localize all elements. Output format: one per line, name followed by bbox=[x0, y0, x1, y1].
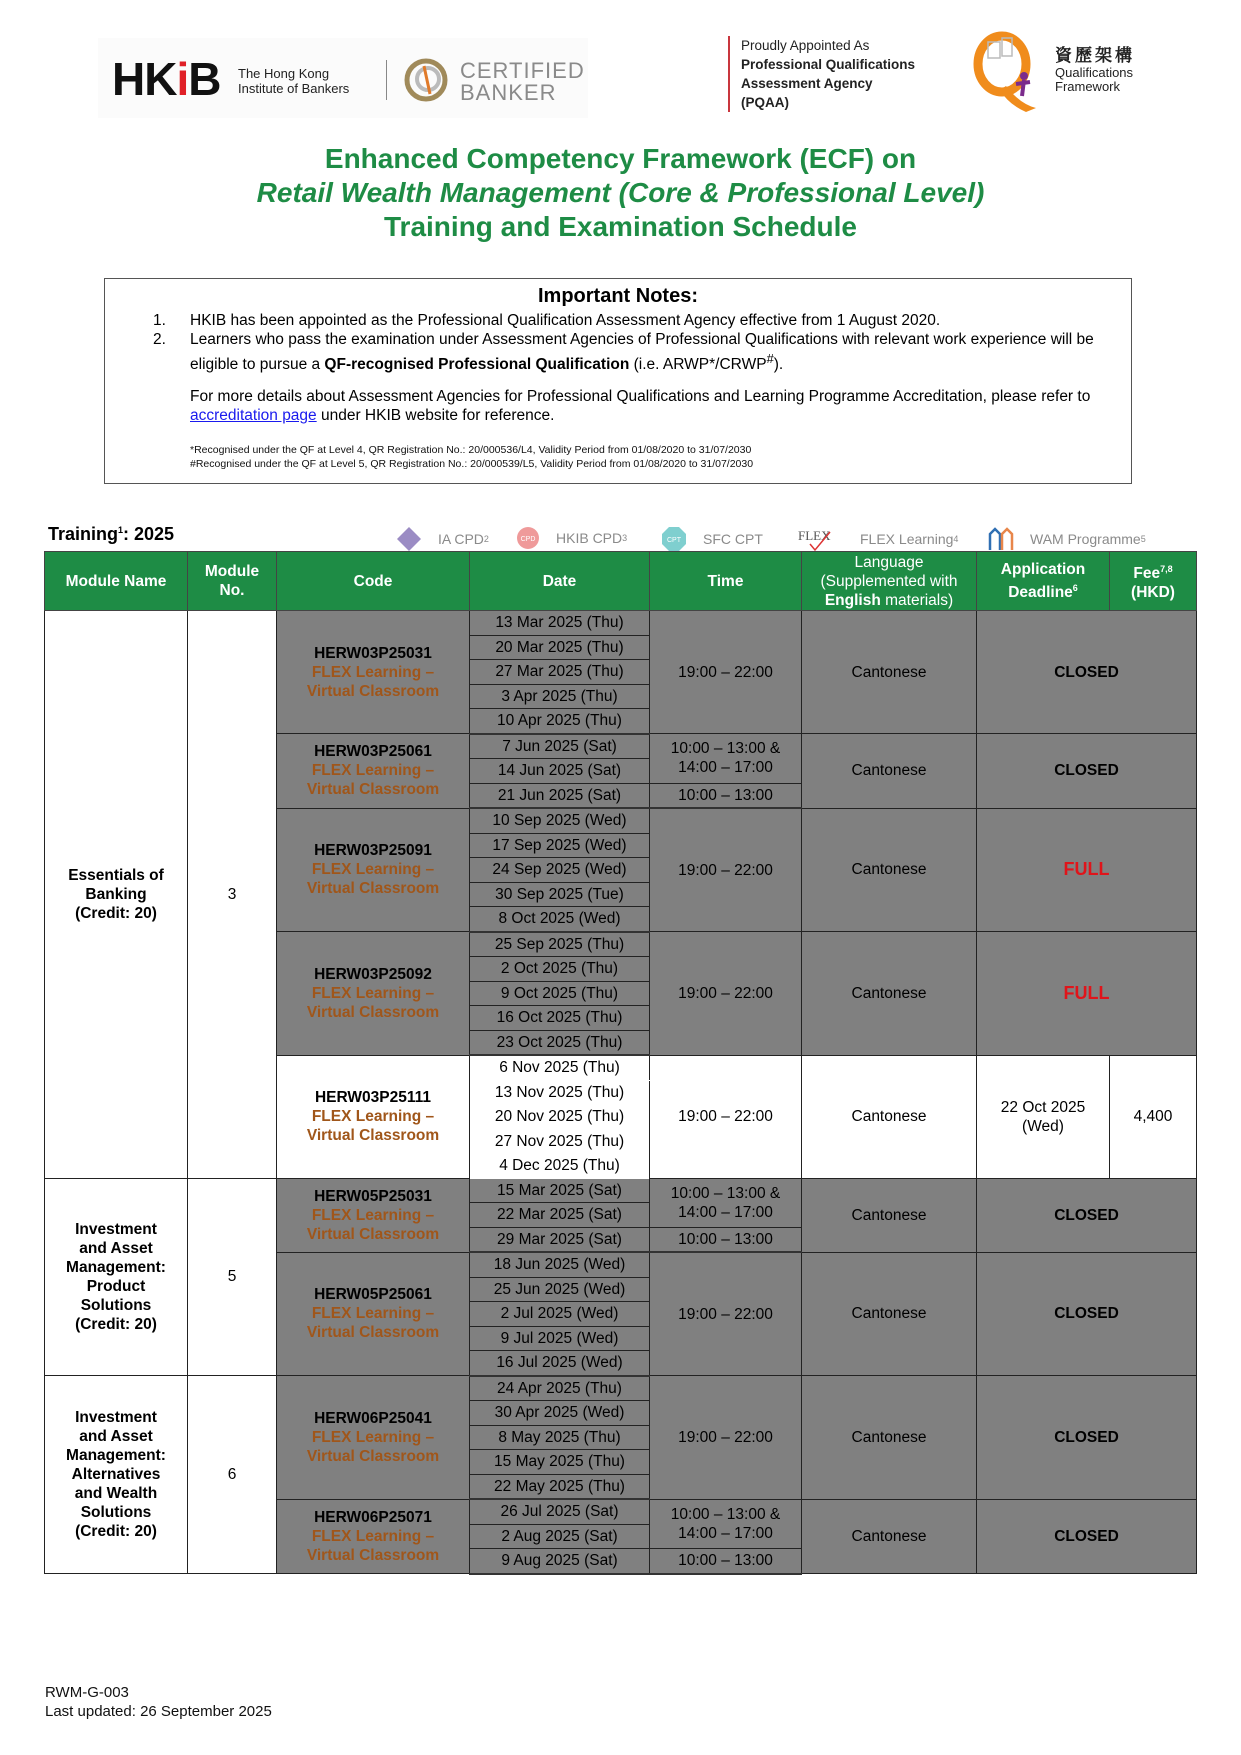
date-cell: 9 Aug 2025 (Sat) bbox=[470, 1549, 650, 1574]
time-cell: 19:00 – 22:00 bbox=[650, 808, 802, 932]
legend-ia-cpd bbox=[396, 526, 489, 552]
application-deadline-cell bbox=[977, 1055, 1110, 1178]
note-sup: # bbox=[766, 351, 774, 366]
legend-sup: 5 bbox=[1140, 534, 1146, 544]
module-name-line: Banking bbox=[85, 885, 147, 903]
flex-label-line: Virtual Classroom bbox=[306, 682, 440, 700]
flex-label-line: Virtual Classroom bbox=[306, 1225, 440, 1243]
date-cell: 9 Jul 2025 (Wed) bbox=[470, 1326, 650, 1351]
module-no-cell: 5 bbox=[188, 1178, 277, 1376]
date-cell: 10 Sep 2025 (Wed) bbox=[470, 808, 650, 833]
svg-text:FLEX: FLEX bbox=[798, 528, 831, 543]
time-cell: 19:00 – 22:00 bbox=[650, 611, 802, 734]
note-text-part: For more details about Assessment Agencies for Professional Qualifications and Learning Programme Accreditation, please refer to bbox=[190, 388, 1091, 405]
status-badge: CLOSED bbox=[977, 734, 1197, 809]
date-cell: 16 Oct 2025 (Thu) bbox=[470, 1006, 650, 1031]
module-name-line: Alternatives bbox=[71, 1466, 161, 1483]
legend-sup: 4 bbox=[953, 534, 959, 544]
header-sup: 7,8 bbox=[1160, 563, 1173, 574]
hkib-logo: HKiB bbox=[112, 53, 221, 105]
legend-label: IA CPD bbox=[438, 531, 484, 547]
date-cell: 22 May 2025 (Thu) bbox=[470, 1474, 650, 1499]
pqaa-line3: Assessment Agency bbox=[741, 76, 873, 91]
language-cell: Cantonese bbox=[802, 1055, 977, 1178]
class-code-cell bbox=[277, 1499, 470, 1574]
date-cell: 20 Nov 2025 (Thu) bbox=[470, 1105, 650, 1130]
language-cell: Cantonese bbox=[802, 1252, 977, 1376]
date-cell: 23 Oct 2025 (Thu) bbox=[470, 1030, 650, 1055]
pqaa-line1: Proudly Appointed As bbox=[741, 38, 870, 53]
time-cell: 10:00 – 13:00 bbox=[650, 1227, 802, 1252]
qf-line2: Framework bbox=[1055, 79, 1121, 94]
module-name-line: (Credit: 20) bbox=[75, 1315, 157, 1333]
flex-label-line: FLEX Learning – bbox=[311, 984, 435, 1002]
flex-label bbox=[281, 1206, 465, 1244]
time-cell: 10:00 – 13:00 & 14:00 – 17:00 bbox=[650, 1178, 802, 1227]
flex-label bbox=[281, 1304, 465, 1342]
header-text: Deadline bbox=[1008, 584, 1073, 602]
header-text: English bbox=[824, 591, 881, 609]
class-code-cell bbox=[277, 1252, 470, 1376]
flex-label-line: FLEX Learning – bbox=[311, 663, 435, 681]
header-text: (Supplemented with bbox=[820, 572, 958, 590]
module-name-cell bbox=[45, 1376, 188, 1574]
module-no-cell: 6 bbox=[188, 1376, 277, 1574]
training-heading bbox=[48, 524, 174, 545]
status-badge: CLOSED bbox=[977, 1178, 1197, 1252]
legend-wam-programme bbox=[988, 526, 1146, 552]
flex-label bbox=[281, 663, 465, 701]
class-code: HERW06P25041 bbox=[314, 1409, 432, 1427]
document-code: RWM-G-003 bbox=[45, 1684, 129, 1701]
class-code-cell bbox=[277, 611, 470, 734]
flex-label-line: FLEX Learning – bbox=[311, 861, 435, 879]
class-code: HERW03P25031 bbox=[314, 644, 432, 662]
date-cell: 3 Apr 2025 (Thu) bbox=[470, 684, 650, 709]
date-cell: 30 Apr 2025 (Wed) bbox=[470, 1401, 650, 1426]
certified-banker-text bbox=[460, 60, 585, 104]
date-cell: 10 Apr 2025 (Thu) bbox=[470, 709, 650, 734]
module-name-line: Investment bbox=[75, 1409, 157, 1426]
flex-label-line: Virtual Classroom bbox=[306, 880, 440, 898]
fee-cell: 4,400 bbox=[1110, 1055, 1197, 1178]
module-name-line: and Wealth bbox=[74, 1485, 158, 1502]
flex-label bbox=[281, 761, 465, 799]
svg-text:CPT: CPT bbox=[667, 537, 681, 544]
certified-text: CERTIFIED bbox=[460, 58, 585, 83]
class-code: HERW03P25091 bbox=[314, 842, 432, 860]
sfc-cpt-icon bbox=[661, 526, 687, 552]
flex-label-line: Virtual Classroom bbox=[306, 1127, 440, 1144]
date-cell: 6 Nov 2025 (Thu) bbox=[470, 1055, 650, 1080]
header-date: Date bbox=[470, 552, 650, 611]
module-name-line: Solutions bbox=[80, 1296, 152, 1314]
footnote-arwp: *Recognised under the QF at Level 4, QR Registration No.: 20/000536/L4, Validity Period from 01/08/2020 to 31/07/2030 bbox=[190, 444, 752, 456]
header-sup: 6 bbox=[1072, 582, 1078, 593]
header-fee bbox=[1110, 552, 1197, 611]
banker-text: BANKER bbox=[460, 80, 557, 105]
last-updated: Last updated: 26 September 2025 bbox=[45, 1703, 272, 1720]
qf-recognised-label: QF-recognised Professional Qualification bbox=[324, 356, 630, 374]
flex-label bbox=[281, 1428, 465, 1466]
time-cell: 10:00 – 13:00 bbox=[650, 783, 802, 808]
note-text bbox=[190, 387, 1130, 425]
qualifications-framework-logo-icon bbox=[968, 28, 1040, 112]
module-name-line: Management: bbox=[66, 1258, 166, 1276]
module-name-line: (Credit: 20) bbox=[75, 904, 157, 922]
header-time: Time bbox=[650, 552, 802, 611]
ia-cpd-icon bbox=[396, 526, 422, 552]
status-badge: FULL bbox=[977, 932, 1197, 1056]
flex-label-line: FLEX Learning – bbox=[311, 1108, 435, 1125]
time-cell: 19:00 – 22:00 bbox=[650, 1252, 802, 1376]
qf-chinese-name: 資歷架構 bbox=[1055, 46, 1135, 65]
class-code: HERW03P25092 bbox=[314, 965, 432, 983]
page-title bbox=[0, 142, 1241, 244]
class-code-cell bbox=[277, 1178, 470, 1252]
header-text: No. bbox=[219, 582, 245, 599]
table-row bbox=[45, 1376, 1197, 1401]
important-notes-box bbox=[104, 278, 1132, 484]
training-label: Training bbox=[48, 524, 119, 544]
flex-learning-icon bbox=[796, 526, 844, 552]
module-no-cell: 3 bbox=[188, 611, 277, 1179]
date-cell: 27 Mar 2025 (Thu) bbox=[470, 660, 650, 685]
time-cell: 19:00 – 22:00 bbox=[650, 1055, 802, 1178]
language-cell: Cantonese bbox=[802, 1499, 977, 1574]
flex-label-line: FLEX Learning – bbox=[311, 762, 435, 780]
date-cell: 17 Sep 2025 (Wed) bbox=[470, 833, 650, 858]
header-application-deadline bbox=[977, 552, 1110, 611]
header-text: (HKD) bbox=[1131, 584, 1175, 602]
status-badge: CLOSED bbox=[977, 1376, 1197, 1500]
class-code-cell bbox=[277, 734, 470, 809]
class-code: HERW03P25061 bbox=[314, 743, 432, 761]
date-cell: 8 May 2025 (Thu) bbox=[470, 1425, 650, 1450]
date-cell: 26 Jul 2025 (Sat) bbox=[470, 1499, 650, 1524]
training-sup: 1 bbox=[118, 525, 124, 535]
date-cell: 20 Mar 2025 (Thu) bbox=[470, 635, 650, 660]
date-cell: 9 Oct 2025 (Thu) bbox=[470, 981, 650, 1006]
module-name-line: (Credit: 20) bbox=[75, 1523, 157, 1540]
date-cell: 18 Jun 2025 (Wed) bbox=[470, 1252, 650, 1277]
flex-label bbox=[281, 1527, 465, 1565]
module-name-cell bbox=[45, 1178, 188, 1376]
flex-label-line: Virtual Classroom bbox=[306, 1324, 440, 1342]
status-badge: FULL bbox=[977, 808, 1197, 932]
pqaa-line2: Professional Qualifications bbox=[741, 57, 916, 72]
date-cell: 14 Jun 2025 (Sat) bbox=[470, 759, 650, 784]
class-code: HERW05P25061 bbox=[314, 1286, 432, 1304]
hkib-certified-banker-logo bbox=[98, 38, 588, 118]
date-cell: 13 Nov 2025 (Thu) bbox=[470, 1080, 650, 1105]
flex-label-line: Virtual Classroom bbox=[306, 781, 440, 799]
note-number: 2. bbox=[153, 331, 166, 348]
training-year: : 2025 bbox=[123, 524, 175, 544]
legend-label: SFC CPT bbox=[703, 531, 763, 547]
legend-flex-learning bbox=[796, 526, 958, 552]
status-badge: CLOSED bbox=[977, 1252, 1197, 1376]
date-cell: 27 Nov 2025 (Thu) bbox=[470, 1129, 650, 1154]
hkib-subtitle bbox=[238, 66, 349, 96]
date-cell: 13 Mar 2025 (Thu) bbox=[470, 611, 650, 636]
accreditation-page-link[interactable]: accreditation page bbox=[190, 407, 317, 424]
legend-sup: 2 bbox=[483, 534, 489, 544]
note-text-part: Learners who pass the examination under Assessment Agencies of Professional Qualifications with relevant work experience will be eligible to pursue a bbox=[190, 331, 1094, 374]
schedule-table bbox=[44, 551, 1197, 1575]
language-cell: Cantonese bbox=[802, 611, 977, 734]
language-cell: Cantonese bbox=[802, 1376, 977, 1500]
time-cell: 10:00 – 13:00 & 14:00 – 17:00 bbox=[650, 1499, 802, 1549]
qf-text bbox=[1055, 46, 1135, 94]
header-text: Application bbox=[1000, 560, 1086, 578]
svg-text:CPD: CPD bbox=[520, 536, 536, 543]
flex-label-line: FLEX Learning – bbox=[311, 1206, 435, 1224]
qf-line1: Qualifications bbox=[1055, 65, 1134, 80]
class-code-cell bbox=[277, 1055, 470, 1178]
title-line1: Enhanced Competency Framework (ECF) on bbox=[324, 143, 917, 174]
note-number: 1. bbox=[153, 312, 166, 329]
time-cell: 10:00 – 13:00 bbox=[650, 1549, 802, 1574]
title-line2: Retail Wealth Management (Core & Professional Level) bbox=[256, 177, 985, 208]
date-cell: 25 Sep 2025 (Thu) bbox=[470, 932, 650, 957]
language-cell: Cantonese bbox=[802, 734, 977, 809]
flex-label bbox=[281, 984, 465, 1022]
time-cell: 19:00 – 22:00 bbox=[650, 932, 802, 1056]
date-cell: 30 Sep 2025 (Tue) bbox=[470, 882, 650, 907]
class-code-cell bbox=[277, 932, 470, 1056]
header-text: Language bbox=[854, 553, 924, 571]
date-cell: 4 Dec 2025 (Thu) bbox=[470, 1154, 650, 1179]
time-cell: 10:00 – 13:00 & 14:00 – 17:00 bbox=[650, 734, 802, 784]
date-cell: 2 Aug 2025 (Sat) bbox=[470, 1524, 650, 1549]
wam-programme-icon bbox=[988, 526, 1014, 552]
note-text-part: under HKIB website for reference. bbox=[316, 407, 555, 424]
date-cell: 24 Apr 2025 (Thu) bbox=[470, 1376, 650, 1401]
header-text: Module bbox=[204, 563, 260, 580]
class-code: HERW05P25031 bbox=[314, 1187, 432, 1205]
pqaa-line4: (PQAA) bbox=[741, 95, 789, 110]
legend-hkib-cpd bbox=[516, 526, 627, 550]
module-name-line: Solutions bbox=[80, 1504, 152, 1521]
hkib-subtitle-line1: The Hong Kong bbox=[238, 66, 330, 81]
header-module-no bbox=[188, 552, 277, 611]
module-name-line: and Asset bbox=[79, 1239, 153, 1257]
header-language bbox=[802, 552, 977, 611]
module-name-line: Management: bbox=[66, 1447, 166, 1464]
table-row bbox=[45, 611, 1197, 636]
legend-label: FLEX Learning bbox=[860, 531, 954, 547]
legend-label: WAM Programme bbox=[1030, 531, 1141, 547]
header-code: Code bbox=[277, 552, 470, 611]
flex-label-line: FLEX Learning – bbox=[311, 1428, 435, 1446]
header-text: Fee bbox=[1133, 565, 1161, 583]
title-line3: Training and Examination Schedule bbox=[384, 211, 857, 242]
date-cell: 29 Mar 2025 (Sat) bbox=[470, 1227, 650, 1252]
header-text: materials) bbox=[880, 591, 954, 609]
date-cell: 7 Jun 2025 (Sat) bbox=[470, 734, 650, 759]
date-cell: 15 Mar 2025 (Sat) bbox=[470, 1178, 650, 1203]
table-header-row bbox=[45, 552, 1197, 611]
notes-heading: Important Notes: bbox=[538, 285, 698, 307]
date-cell: 15 May 2025 (Thu) bbox=[470, 1450, 650, 1475]
flex-label bbox=[281, 1107, 465, 1145]
status-badge: CLOSED bbox=[977, 1499, 1197, 1574]
flex-label-line: FLEX Learning – bbox=[311, 1305, 435, 1323]
class-code-cell bbox=[277, 808, 470, 932]
date-cell: 8 Oct 2025 (Wed) bbox=[470, 907, 650, 932]
date-cell: 16 Jul 2025 (Wed) bbox=[470, 1351, 650, 1376]
flex-label-line: Virtual Classroom bbox=[306, 1003, 440, 1021]
language-cell: Cantonese bbox=[802, 808, 977, 932]
deadline-day: (Wed) bbox=[1022, 1117, 1064, 1135]
note-text: HKIB has been appointed as the Professional Qualification Assessment Agency effective from 1 August 2020. bbox=[190, 312, 941, 329]
date-cell: 2 Jul 2025 (Wed) bbox=[470, 1302, 650, 1327]
legend-sup: 3 bbox=[622, 533, 628, 543]
note-text-part: (i.e. ARWP*/CRWP bbox=[629, 356, 767, 374]
module-name-line: and Asset bbox=[79, 1428, 153, 1445]
table-row bbox=[45, 1178, 1197, 1203]
class-code: HERW06P25071 bbox=[314, 1508, 432, 1526]
page-footer bbox=[45, 1683, 272, 1721]
legend-label: HKIB CPD bbox=[556, 530, 623, 546]
flex-label-line: Virtual Classroom bbox=[306, 1447, 440, 1465]
language-cell: Cantonese bbox=[802, 1178, 977, 1252]
date-cell: 2 Oct 2025 (Thu) bbox=[470, 957, 650, 982]
status-badge: CLOSED bbox=[977, 611, 1197, 734]
language-cell: Cantonese bbox=[802, 932, 977, 1056]
pqaa-badge bbox=[728, 36, 915, 112]
class-code-cell bbox=[277, 1376, 470, 1500]
flex-label bbox=[281, 860, 465, 898]
date-cell: 25 Jun 2025 (Wed) bbox=[470, 1277, 650, 1302]
note-text-part: ). bbox=[773, 356, 784, 374]
hkib-subtitle-line2: Institute of Bankers bbox=[238, 81, 350, 96]
module-name-cell bbox=[45, 611, 188, 1179]
date-cell: 24 Sep 2025 (Wed) bbox=[470, 858, 650, 883]
date-cell: 22 Mar 2025 (Sat) bbox=[470, 1203, 650, 1228]
note-text bbox=[190, 330, 1130, 374]
deadline-date: 22 Oct 2025 bbox=[1000, 1098, 1086, 1116]
flex-label-line: Virtual Classroom bbox=[306, 1546, 440, 1564]
footnote-crwp: #Recognised under the QF at Level 5, QR Registration No.: 20/000539/L5, Validity Period from 01/08/2020 to 31/07/2030 bbox=[190, 458, 754, 470]
hkib-cpd-icon bbox=[516, 526, 540, 550]
legend-sfc-cpt bbox=[661, 526, 763, 552]
flex-label-line: FLEX Learning – bbox=[311, 1527, 435, 1545]
module-name-line: Investment bbox=[75, 1220, 157, 1238]
module-name-line: Product bbox=[86, 1277, 146, 1295]
logo-divider bbox=[386, 60, 387, 100]
module-name-line: Essentials of bbox=[68, 866, 164, 884]
date-cell: 21 Jun 2025 (Sat) bbox=[470, 783, 650, 808]
time-cell: 19:00 – 22:00 bbox=[650, 1376, 802, 1500]
class-code: HERW03P25111 bbox=[314, 1089, 432, 1106]
header-module-name: Module Name bbox=[45, 552, 188, 611]
certified-banker-emblem-icon bbox=[404, 58, 448, 102]
